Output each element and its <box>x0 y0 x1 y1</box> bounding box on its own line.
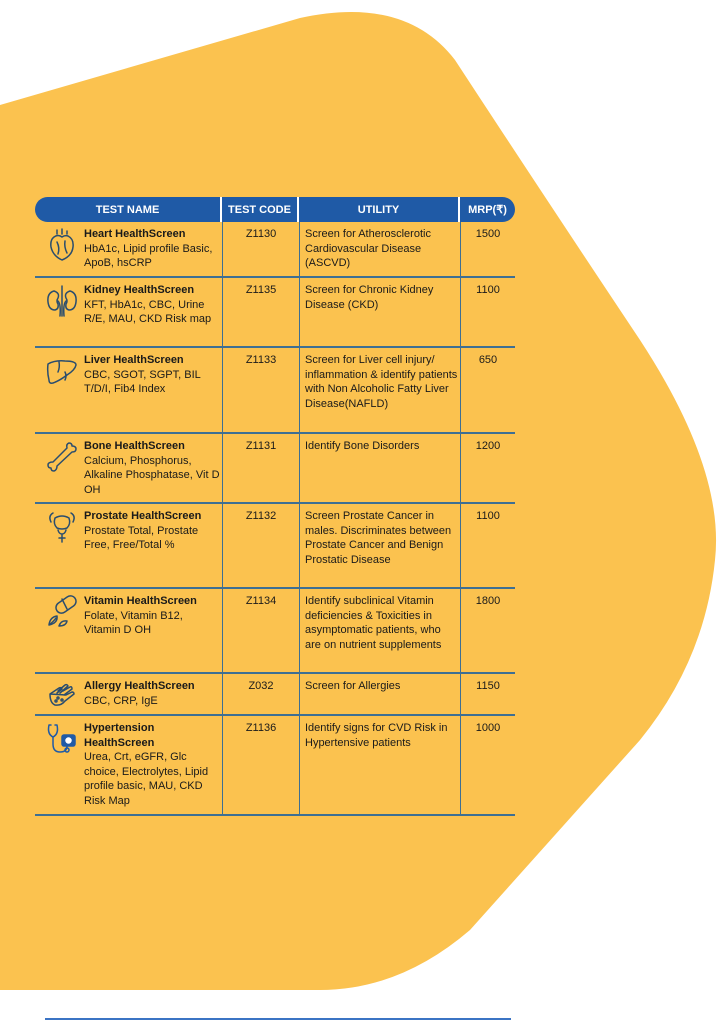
table-row <box>35 278 515 348</box>
vitamin-capsule-icon <box>39 594 84 639</box>
test-description: CBC, CRP, IgE <box>84 694 158 707</box>
test-code: Z1132 <box>222 504 299 587</box>
test-utility: Screen Prostate Cancer in males. Discriminates between Prostate Cancer and Benign Prostatic Disease <box>299 504 460 587</box>
test-name: Bone HealthScreen <box>84 440 185 452</box>
test-code: Z032 <box>222 674 299 714</box>
test-name: Allergy HealthScreen <box>84 680 195 692</box>
test-description: HbA1c, Lipid profile Basic, ApoB, hsCRP <box>84 242 213 270</box>
footer-divider <box>45 1018 511 1020</box>
test-code: Z1133 <box>222 348 299 432</box>
health-screen-table <box>35 197 515 816</box>
header-mrp: MRP(₹) <box>468 204 507 216</box>
test-utility: Screen for Allergies <box>299 674 460 714</box>
test-description: CBC, SGOT, SGPT, BIL T/D/I, Fib4 Index <box>84 368 201 396</box>
test-name: Hypertension HealthScreen <box>84 722 155 749</box>
test-name: Vitamin HealthScreen <box>84 595 197 607</box>
test-utility: Identify subclinical Vitamin deficiencies & Toxicities in asymptomatic patients, who are on nutrient supplements <box>299 589 460 672</box>
table-row <box>35 674 515 716</box>
heart-icon <box>39 227 84 272</box>
test-mrp: 1100 <box>460 278 515 346</box>
test-utility: Identify Bone Disorders <box>299 434 460 502</box>
table-row <box>35 434 515 504</box>
test-code: Z1134 <box>222 589 299 672</box>
test-description: Calcium, Phosphorus, Alkaline Phosphatase, Vit D OH <box>84 454 220 496</box>
test-name: Heart HealthScreen <box>84 228 186 240</box>
test-utility: Screen for Chronic Kidney Disease (CKD) <box>299 278 460 346</box>
header-utility: UTILITY <box>299 197 460 222</box>
header-test-name: TEST NAME <box>35 197 222 222</box>
test-mrp: 1200 <box>460 434 515 502</box>
prostate-icon <box>39 509 84 554</box>
test-mrp: 1000 <box>460 716 515 814</box>
test-description: Urea, Crt, eGFR, Glc choice, Electrolytes, Lipid profile basic, MAU, CKD Risk Map <box>84 751 209 807</box>
test-description: KFT, HbA1c, CBC, Urine R/E, MAU, CKD Risk map <box>84 298 212 326</box>
kidney-icon <box>39 283 84 328</box>
test-name: Kidney HealthScreen <box>84 284 195 296</box>
stethoscope-icon <box>39 721 84 766</box>
test-utility: Screen for Atherosclerotic Cardiovascular Disease (ASCVD) <box>299 222 460 276</box>
bone-icon <box>39 439 84 484</box>
test-name: Prostate HealthScreen <box>84 510 202 522</box>
test-description: Prostate Total, Prostate Free, Free/Total % <box>84 524 199 552</box>
table-row <box>35 589 515 674</box>
header-test-code: TEST CODE <box>222 197 299 222</box>
table-row <box>35 222 515 278</box>
table-row <box>35 716 515 816</box>
test-code: Z1131 <box>222 434 299 502</box>
test-code: Z1136 <box>222 716 299 814</box>
table-header <box>35 197 515 222</box>
test-code: Z1130 <box>222 222 299 276</box>
liver-icon <box>39 353 84 398</box>
test-mrp: 650 <box>460 348 515 432</box>
table-row <box>35 504 515 589</box>
test-code: Z1135 <box>222 278 299 346</box>
test-mrp: 1150 <box>460 674 515 714</box>
test-mrp: 1100 <box>460 504 515 587</box>
test-name: Liver HealthScreen <box>84 354 184 366</box>
test-description: Folate, Vitamin B12, Vitamin D OH <box>84 609 183 637</box>
table-row <box>35 348 515 434</box>
test-mrp: 1800 <box>460 589 515 672</box>
test-mrp: 1500 <box>460 222 515 276</box>
test-utility: Screen for Liver cell injury/ inflammation & identify patients with Non Alcoholic Fatty Liver Disease(NAFLD) <box>299 348 460 432</box>
test-utility: Identify signs for CVD Risk in Hypertensive patients <box>299 716 460 814</box>
